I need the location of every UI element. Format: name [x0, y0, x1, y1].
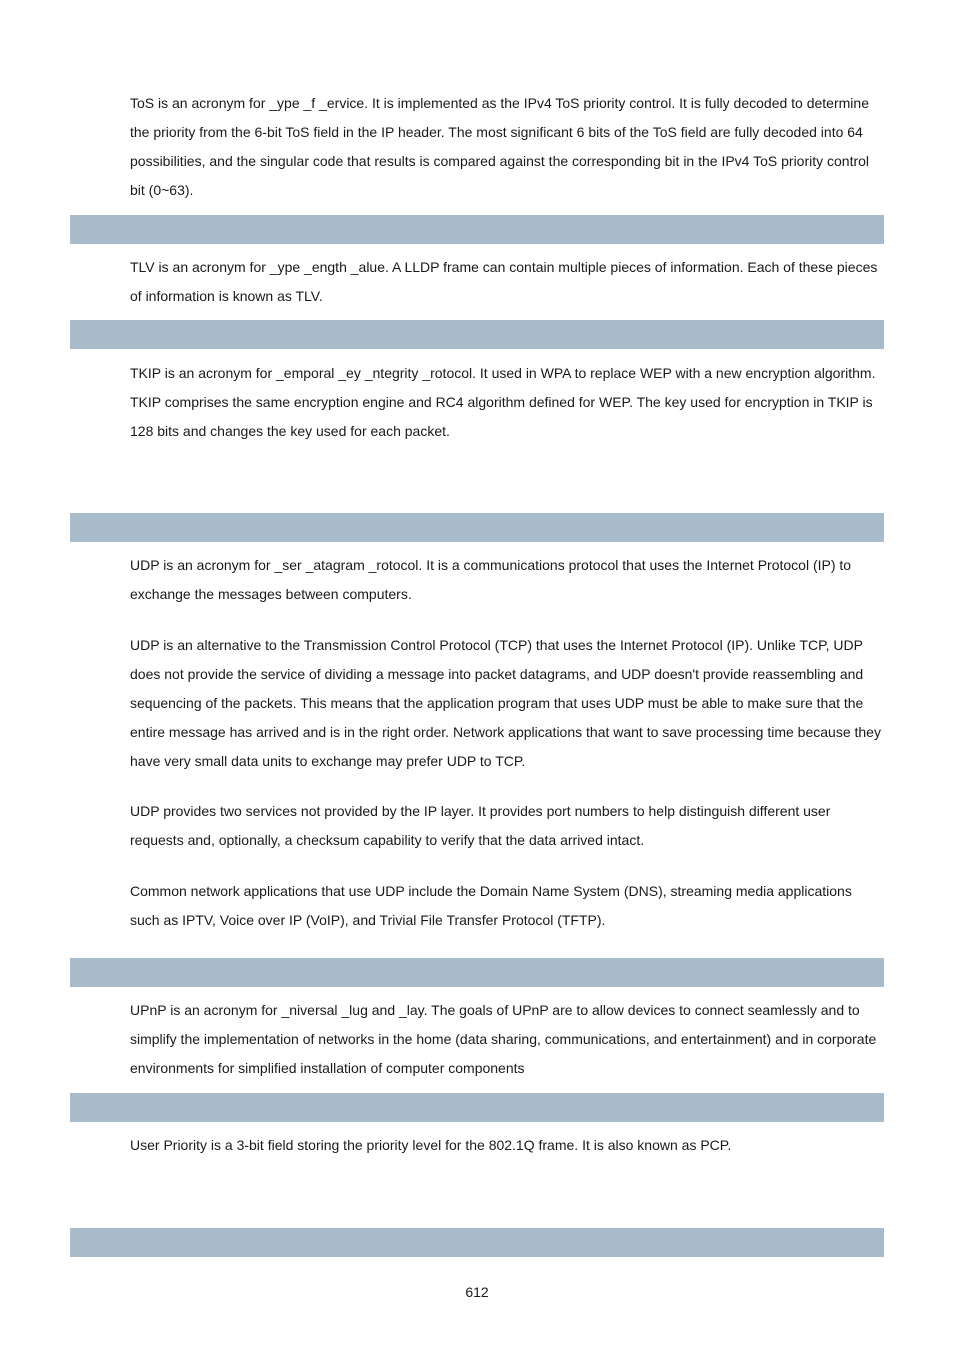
udp-tcp-comparison: UDP is an alternative to the Transmission Control Protocol (TCP) that uses the Internet Protocol (IP). Unlike TCP, UDP does not provide the service of dividing a message into packet datagrams, and UDP doesn't provide reassembling and sequencing of the packets. This means that the application program that uses UDP must be able to make sure that the entire message has arrived and is in the right order. Network applications that want to save processing time because they have very small data units to exchange may prefer UDP to TCP.	[130, 637, 881, 769]
udp-services: UDP provides two services not provided by the IP layer. It provides port numbers to help distinguish different user requests and, optionally, a checksum capability to verify that the data arrived intact.	[130, 803, 831, 848]
section-header-bar	[70, 320, 884, 349]
udp-applications: Common network applications that use UDP include the Domain Name System (DNS), streaming media applications such as IPTV, Voice over IP (VoIP), and Trivial File Transfer Protocol (TFTP).	[130, 883, 852, 928]
udp-definition: UDP is an acronym for _ser _atagram _rotocol. It is a communications protocol that uses the Internet Protocol (IP) to exchange the messages between computers.	[130, 557, 852, 602]
page-number: 612	[465, 1284, 489, 1300]
tlv-definition: TLV is an acronym for _ype _ength _alue. A LLDP frame can contain multiple pieces of information. Each of these pieces of information is known as TLV.	[130, 259, 878, 304]
section-header-bar	[70, 513, 884, 542]
section-header-bar	[70, 958, 884, 987]
tkip-definition: TKIP is an acronym for _emporal _ey _ntegrity _rotocol. It used in WPA to replace WEP with a new encryption algorithm. TKIP comprises the same encryption engine and RC4 algorithm defined for WEP. The key used for encryption in TKIP is 128 bits and changes the key used for each packet.	[130, 365, 876, 439]
section-header-bar	[70, 1093, 884, 1122]
tos-definition: ToS is an acronym for _ype _f _ervice. It is implemented as the IPv4 ToS priority control. It is fully decoded to determine the priority from the 6-bit ToS field in the IP header. The most significant 6 bits of the ToS field are fully decoded into 64 possibilities, and the singular code that results is compared against the corresponding bit in the IPv4 ToS priority control bit (0~63).	[130, 95, 870, 198]
section-header-bar	[70, 1228, 884, 1257]
user-priority-definition: User Priority is a 3-bit field storing the priority level for the 802.1Q frame. It is also known as PCP.	[130, 1137, 732, 1153]
section-header-bar	[70, 215, 884, 244]
upnp-definition: UPnP is an acronym for _niversal _lug and _lay. The goals of UPnP are to allow devices to connect seamlessly and to simplify the implementation of networks in the home (data sharing, communications, and entertainment) and in corporate environments for simplified installation of computer components	[130, 1002, 877, 1076]
